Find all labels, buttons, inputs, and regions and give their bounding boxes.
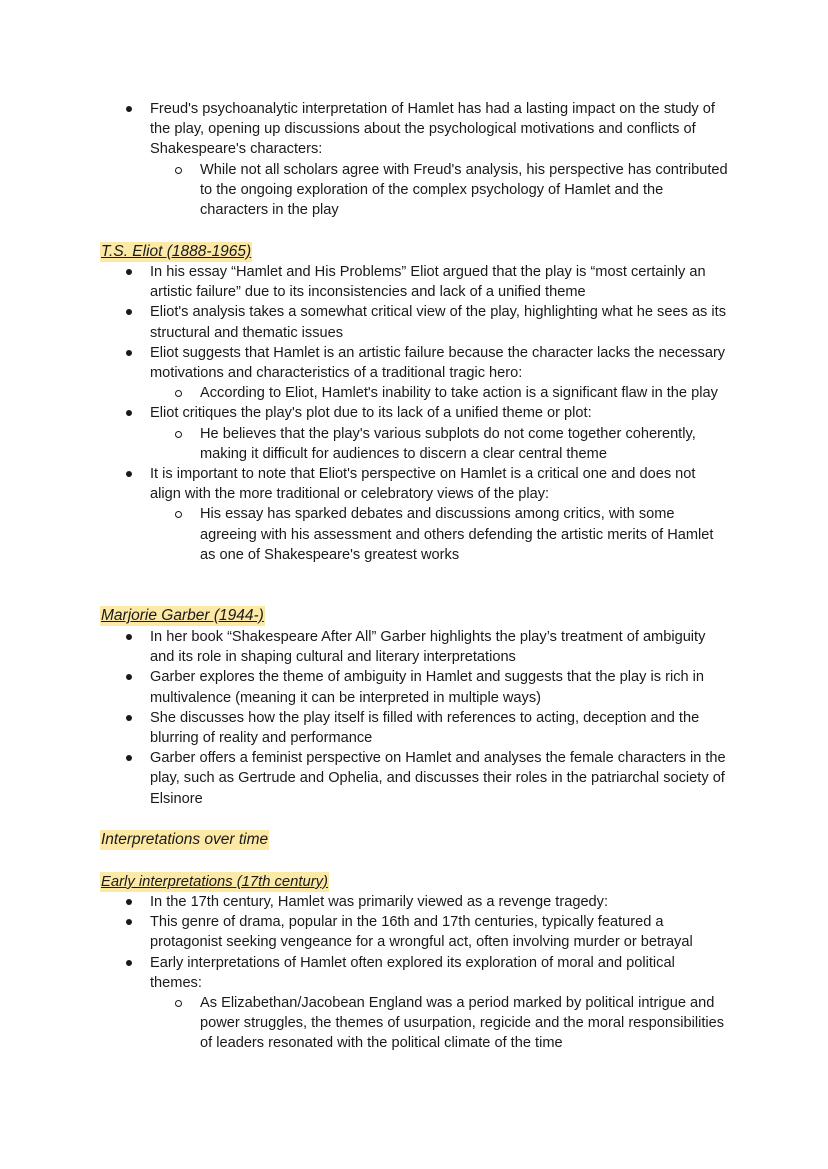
eliot-bullet-1: In his essay “Hamlet and His Problems” Eliot argued that the play is “most certainly an artistic failure” due to its inconsistencies and lack of a unified theme — [0, 262, 730, 302]
garber-heading: Marjorie Garber (1944-) — [101, 607, 264, 624]
early-bullet-2: This genre of drama, popular in the 16th and 17th centuries, typically featured a protagonist seeking vengeance for a wrongful act, often involving murder or betrayal — [0, 912, 730, 952]
freud-bullet-1: Freud's psychoanalytic interpretation of Hamlet has had a lasting impact on the study of the play, opening up discussions about the psychological motivations and conflicts of Shakespeare's characters: — [0, 99, 730, 160]
eliot-bullet-3: Eliot suggests that Hamlet is an artistic failure because the character lacks the necessary motivations and characteristics of a traditional tragic hero: — [0, 343, 730, 383]
interpretations-over-time-heading: Interpretations over time — [101, 831, 269, 848]
early-bullet-3: Early interpretations of Hamlet often explored its exploration of moral and political themes: — [0, 953, 730, 993]
eliot-bullet-2: Eliot's analysis takes a somewhat critical view of the play, highlighting what he sees as its structural and thematic issues — [0, 302, 730, 342]
early-sub-bullet-3-1: As Elizabethan/Jacobean England was a period marked by political intrigue and power struggles, the themes of usurpation, regicide and the moral responsibilities of leaders resonated with the political climate of the time — [0, 993, 730, 1054]
freud-bullet-list — [0, 99, 828, 220]
garber-bullet-4: Garber offers a feminist perspective on Hamlet and analyses the female characters in the play, such as Gertrude and Ophelia, and discusses their roles in the patriarchal society of Elsinore — [0, 748, 730, 809]
eliot-sub-bullet-3-1: According to Eliot, Hamlet's inability to take action is a significant flaw in the play — [0, 383, 730, 403]
eliot-sub-bullet-4-1: He believes that the play's various subplots do not come together coherently, making it difficult for audiences to discern a clear central theme — [0, 424, 730, 464]
garber-bullet-2: Garber explores the theme of ambiguity in Hamlet and suggests that the play is rich in multivalence (meaning it can be interpreted in multiple ways) — [0, 667, 730, 707]
garber-bullet-list — [0, 627, 828, 809]
garber-bullet-1: In her book “Shakespeare After All” Garber highlights the play’s treatment of ambiguity and its role in shaping cultural and literary interpretations — [0, 627, 730, 667]
eliot-bullet-5: It is important to note that Eliot's perspective on Hamlet is a critical one and does not align with the more traditional or celebratory views of the play: — [0, 464, 730, 504]
eliot-bullet-list — [0, 262, 828, 565]
eliot-sub-bullet-5-1: His essay has sparked debates and discussions among critics, with some agreeing with his assessment and others defending the artistic merits of Hamlet as one of Shakespeare's greatest works — [0, 504, 730, 565]
freud-sub-bullet-1: While not all scholars agree with Freud's analysis, his perspective has contributed to the ongoing exploration of the complex psychology of Hamlet and the characters in the play — [0, 160, 730, 221]
early-bullet-list — [0, 892, 828, 1054]
garber-bullet-3: She discusses how the play itself is filled with references to acting, deception and the blurring of reality and performance — [0, 708, 730, 748]
eliot-bullet-4: Eliot critiques the play's plot due to its lack of a unified theme or plot: — [0, 403, 730, 423]
eliot-heading: T.S. Eliot (1888-1965) — [101, 243, 252, 260]
early-bullet-1: In the 17th century, Hamlet was primarily viewed as a revenge tragedy: — [0, 892, 730, 912]
early-interpretations-heading: Early interpretations (17th century) — [101, 874, 328, 890]
